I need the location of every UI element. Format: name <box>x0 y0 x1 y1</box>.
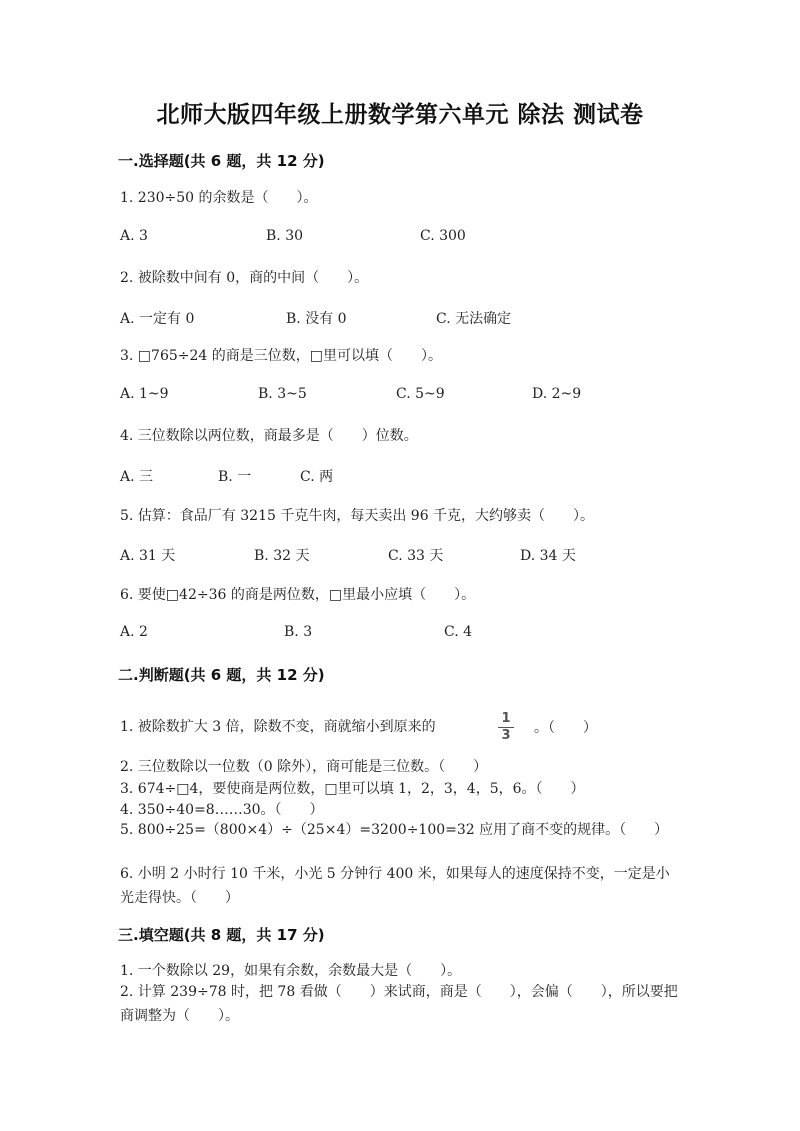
s1-q5-option-b: B. 32 天 <box>254 548 310 564</box>
s1-question-2: 2. 被除数中间有 0，商的中间（ ）。 <box>120 270 369 286</box>
s1-q6-option-a: A. 2 <box>120 624 148 640</box>
s1-question-3: 3. □765÷24 的商是三位数，□里可以填（ ）。 <box>120 348 442 364</box>
s1-q5-option-d: D. 34 天 <box>520 548 576 564</box>
page-title: 北师大版四年级上册数学第六单元 除法 测试卷 <box>156 102 644 128</box>
s1-q4-option-c: C. 两 <box>300 469 334 485</box>
s1-q3-option-b: B. 3~5 <box>258 386 307 402</box>
section-3-heading: 三.填空题(共 8 题，共 17 分) <box>118 926 325 944</box>
s1-q5-option-c: C. 33 天 <box>388 548 444 564</box>
s1-q2-option-c: C. 无法确定 <box>436 311 512 327</box>
s1-q1-option-a: A. 3 <box>120 228 148 244</box>
s1-q1-option-b: B. 30 <box>266 228 304 244</box>
section-2-heading: 二.判断题(共 6 题，共 12 分) <box>118 666 325 684</box>
section-1-heading: 一.选择题(共 6 题，共 12 分) <box>118 152 325 170</box>
s3-question-2: 2. 计算 239÷78 时，把 78 看做（ ）来试商，商是（ ），会偏（ ），所以要把商调整为（ ）。 <box>120 984 678 1024</box>
fraction-denominator: 3 <box>501 728 511 743</box>
s1-q3-option-a: A. 1~9 <box>120 386 169 402</box>
s2-question-6: 6. 小明 2 小时行 10 千米，小光 5 分钟行 400 米，如果每人的速度保持不变，一定是小光走得快。（ ） <box>120 866 670 906</box>
s1-q2-option-a: A. 一定有 0 <box>120 311 195 327</box>
s1-q1-option-c: C. 300 <box>420 228 466 244</box>
s1-q4-option-a: A. 三 <box>120 469 154 485</box>
s1-question-1: 1. 230÷50 的余数是（ ）。 <box>120 190 318 206</box>
s1-q6-option-b: B. 3 <box>284 624 313 640</box>
s2-question-5: 5. 800÷25=（800×4）÷（25×4）=3200÷100=32 应用了商不变的规律。（ ） <box>120 822 669 838</box>
s2-question-1: 1. 被除数扩大 3 倍，除数不变，商就缩小到原来的 <box>120 719 436 735</box>
s2-q1-tail: 。（ ） <box>534 720 597 736</box>
s1-q3-option-c: C. 5~9 <box>396 386 445 402</box>
s1-q2-option-b: B. 没有 0 <box>286 311 347 327</box>
fraction-one-third <box>498 712 514 743</box>
s3-question-1: 1. 一个数除以 29，如果有余数，余数最大是（ ）。 <box>120 963 462 979</box>
s1-q6-option-c: C. 4 <box>444 624 473 640</box>
s1-question-5: 5. 估算：食品厂有 3215 千克牛肉，每天卖出 96 千克，大约够卖（ ）。 <box>120 508 595 524</box>
s1-q5-option-a: A. 31 天 <box>120 548 176 564</box>
s2-question-3: 3. 674÷□4，要使商是两位数，□里可以填 1，2，3，4，5，6。（ ） <box>120 781 585 797</box>
s1-question-4: 4. 三位数除以两位数，商最多是（ ）位数。 <box>120 428 418 444</box>
s1-q4-option-b: B. 一 <box>218 469 252 485</box>
s1-q3-option-d: D. 2~9 <box>532 386 582 402</box>
s1-question-6: 6. 要使□42÷36 的商是两位数，□里最小应填（ ）。 <box>120 587 476 603</box>
s2-question-4: 4. 350÷40=8……30。（ ） <box>120 802 324 818</box>
fraction-numerator: 1 <box>501 711 511 726</box>
s2-question-2: 2. 三位数除以一位数（0 除外），商可能是三位数。（ ） <box>120 759 488 775</box>
